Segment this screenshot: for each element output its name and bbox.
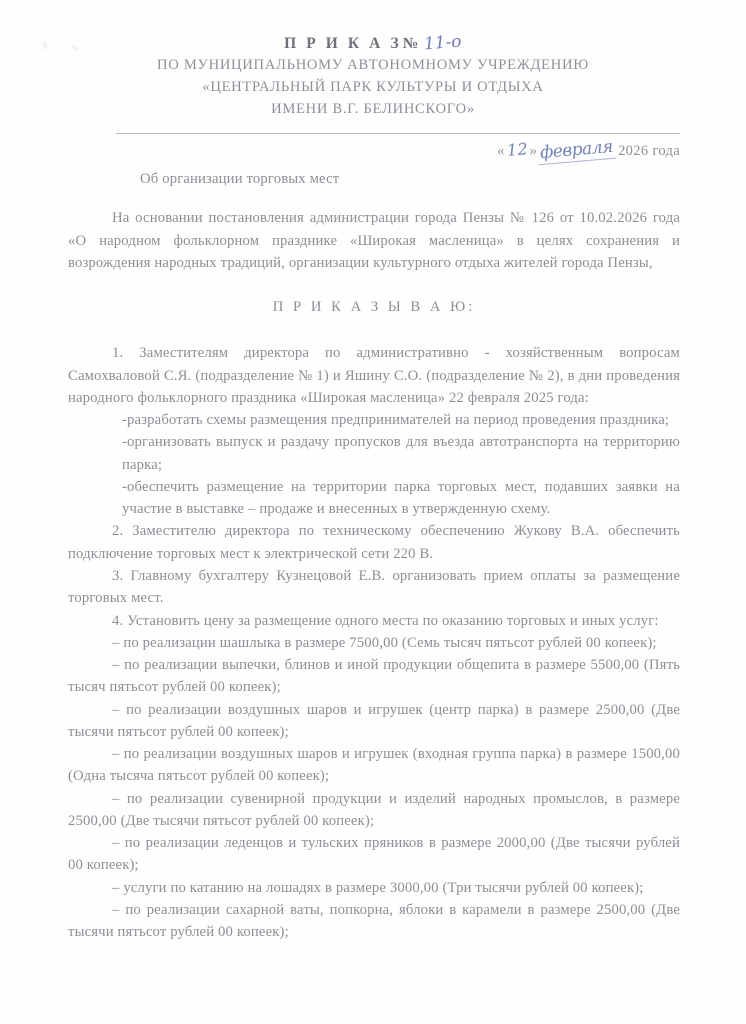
organization-line-1: ПО МУНИЦИПАЛЬНОМУ АВТОНОМНОМУ УЧРЕЖДЕНИЮ [157, 56, 589, 73]
date-month-handwritten: февраля [537, 137, 615, 166]
order-item: 1. Заместителям директора по административно - хозяйственным вопросам Самохваловой С.Я. (подразделение № 1) и Яшину С.О. (подразделение № 2), в дни проведения народного фольклорного праздника «Широкая масленица» 22 февраля 2025 года: [68, 345, 680, 406]
price-item: – по реализации сахарной ваты, попкорна, яблоки в карамели в размере 2500,00 (Две тысячи пятьсот рублей 00 копеек); [68, 901, 680, 941]
header-divider-rule [116, 133, 680, 134]
number-symbol: № [402, 35, 419, 52]
order-title-line [0, 31, 746, 55]
date-year: 2026 года [618, 143, 680, 159]
document-subject: Об организации торговых мест [140, 171, 340, 187]
order-number-handwritten: 11-о [423, 31, 463, 55]
document-body [68, 168, 680, 944]
price-item: – по реализации воздушных шаров и игрушек (входная группа парка) в размере 1500,00 (Одна тысяча пятьсот рублей 00 копеек); [68, 746, 680, 785]
date-day-handwritten: 12 [505, 139, 529, 160]
organization-line-2: «ЦЕНТРАЛЬНЫЙ ПАРК КУЛЬТУРЫ И ОТДЫХА [202, 78, 544, 95]
price-item: – по реализации выпечки, блинов и иной продукции общепита в размере 5500,00 (Пять тысяч пятьсот рублей 00 копеек); [68, 657, 680, 696]
date-open-quote: « [497, 143, 505, 159]
preamble-paragraph: На основании постановления администрации города Пензы № 126 от 10.02.2026 года «О народном фольклорном празднике «Широкая масленица» в целях сохранения и возрождения народных традиций, организации культурного отдыха жителей города Пензы, [68, 210, 680, 271]
order-subitem: -организовать выпуск и раздачу пропусков для въезда автотранспорта на территорию парка; [122, 434, 680, 473]
order-subitem: -обеспечить размещение на территории парка торговых мест, подавших заявки на участие в выставке – продаже и внесенных в утвержденную схему. [122, 478, 680, 518]
price-item: – по реализации леденцов и тульских пряников в размере 2000,00 (Две тысячи рублей 00 копеек); [68, 835, 680, 874]
organization-line-3: ИМЕНИ В.Г. БЕЛИНСКОГО» [271, 100, 475, 117]
order-item: 3. Главному бухгалтеру Кузнецовой Е.В. организовать прием оплаты за размещение торговых мест. [68, 567, 680, 607]
order-subitem: -разработать схемы размещения предпринимателей на период проведения праздника; [122, 412, 670, 429]
price-item: – по реализации воздушных шаров и игрушек (центр парка) в размере 2500,00 (Две тысячи пятьсот рублей 00 копеек); [68, 701, 680, 740]
document-date [497, 136, 680, 164]
document-header [0, 0, 746, 120]
declare-heading: П Р И К А З Ы В А Ю: [272, 299, 476, 316]
order-item: 2. Заместителю директора по техническому обеспечению Жукову В.А. обеспечить подключение торговых мест к электрической сети 220 В. [68, 523, 680, 562]
price-item: – по реализации сувенирной продукции и изделий народных промыслов, в размере 2500,00 (Две тысячи пятьсот рублей 00 копеек); [68, 790, 680, 829]
price-item: – по реализации шашлыка в размере 7500,00 (Семь тысяч пятьсот рублей 00 копеек); [112, 634, 657, 651]
date-close-quote: » [529, 143, 538, 159]
order-item: 4. Установить цену за размещение одного места по оказанию торговых и иных услуг: [112, 612, 659, 629]
price-item: – услуги по катанию на лошадях в размере 3000,00 (Три тысячи рублей 00 копеек); [112, 879, 644, 896]
order-title: П Р И К А З [284, 35, 402, 52]
